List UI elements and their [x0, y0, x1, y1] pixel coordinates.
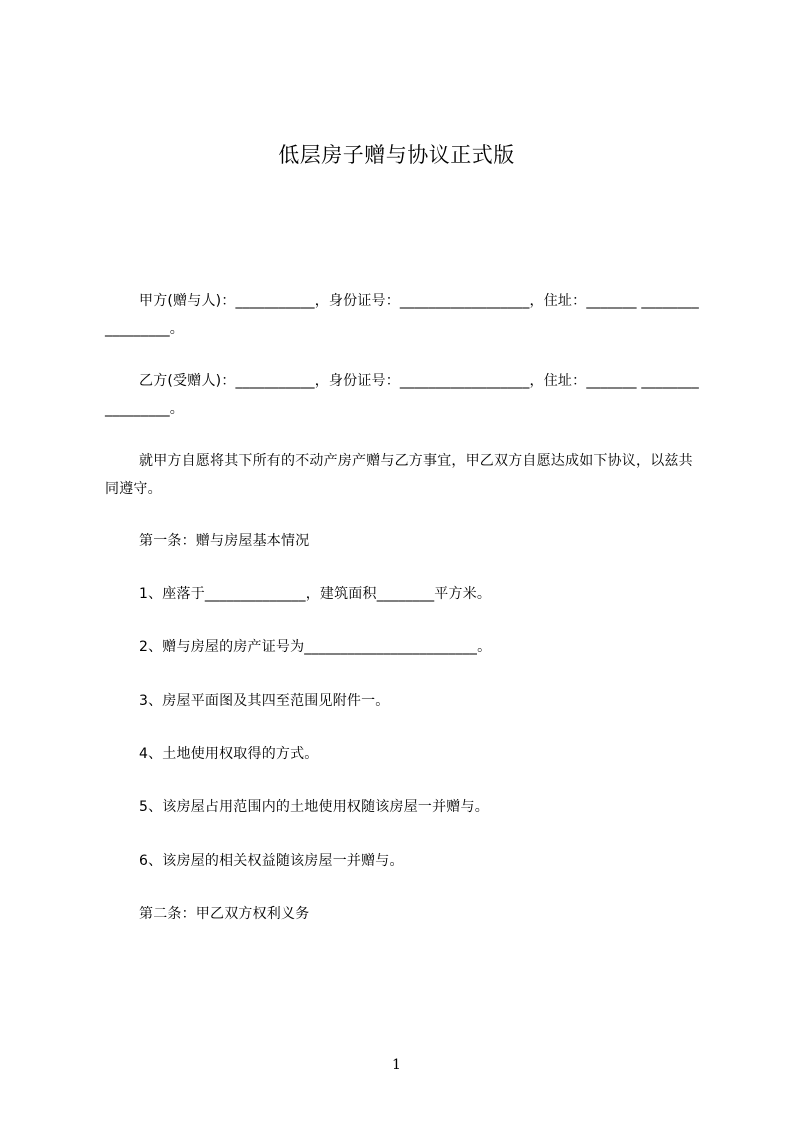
article-1-heading: 第一条：赠与房屋基本情况	[139, 533, 310, 549]
article-1-item-1: 1、座落于______________，建筑面积________平方米。	[139, 586, 492, 602]
article-1-item-5: 5、该房屋占用范围内的土地使用权随该房屋一并赠与。	[139, 799, 489, 815]
article-1-item-2: 2、赠与房屋的房产证号为________________________。	[139, 639, 492, 655]
article-2-heading: 第二条：甲乙双方权利义务	[139, 906, 310, 922]
article-1-item-3: 3、房屋平面图及其四至范围见附件一。	[139, 693, 390, 709]
document-title: 低层房子赠与协议正式版	[278, 143, 515, 167]
article-1-item-4: 4、土地使用权取得的方式。	[139, 746, 319, 762]
party-a-line: 甲方(赠与人)：___________，身份证号：__________________，住址：_______ _________________。	[105, 293, 699, 337]
page-number: 1	[392, 1057, 401, 1073]
intro-paragraph: 就甲方自愿将其下所有的不动产房产赠与乙方事宜，甲乙双方自愿达成如下协议，以兹共同遵守。	[105, 453, 693, 497]
article-1-item-6: 6、该房屋的相关权益随该房屋一并赠与。	[139, 853, 404, 869]
party-b-line: 乙方(受赠人)：___________，身份证号：__________________，住址：_______ _________________。	[105, 373, 699, 417]
